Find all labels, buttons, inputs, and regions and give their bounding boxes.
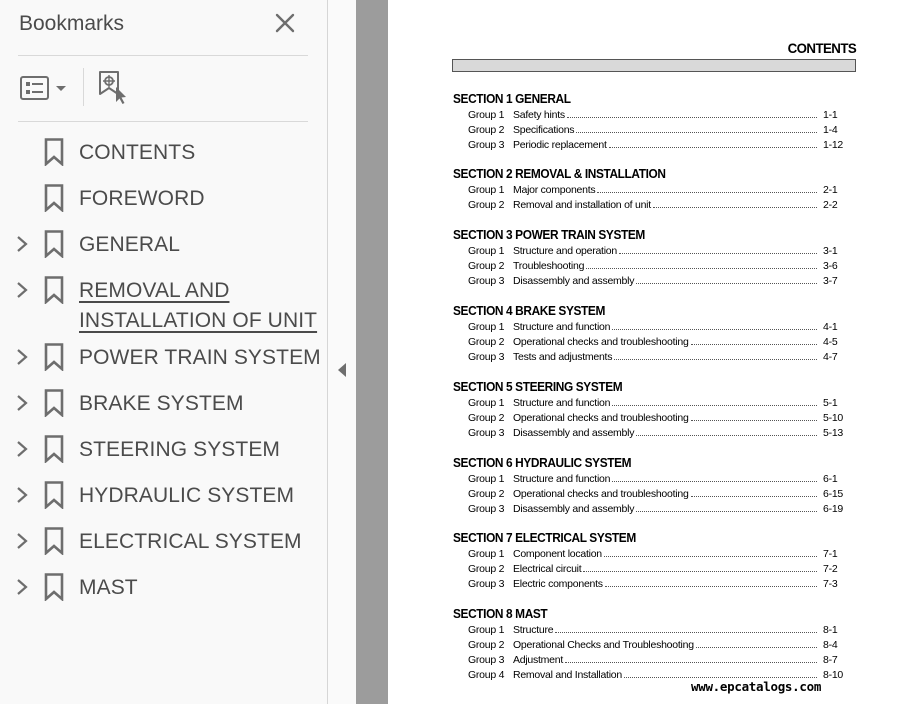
group-name: Disassembly and assembly <box>513 502 635 515</box>
bookmark-label: MAST <box>79 576 138 599</box>
page-number: 7-3 <box>823 577 838 590</box>
toc-entry[interactable] <box>453 122 857 137</box>
toc-entry[interactable] <box>453 425 857 440</box>
bookmark-contents[interactable] <box>0 129 328 175</box>
panel-title: Bookmarks <box>19 12 125 35</box>
dot-leader <box>619 253 817 254</box>
dot-leader <box>691 496 817 497</box>
group-name: Removal and installation of unit <box>513 198 651 211</box>
group-number: Group 3 <box>468 502 505 515</box>
toc-entry[interactable] <box>453 501 857 516</box>
group-number: Group 4 <box>468 668 505 681</box>
page-number: 2-1 <box>823 183 838 196</box>
list-options-icon <box>18 72 72 104</box>
dot-leader <box>597 192 817 193</box>
toc-entry[interactable] <box>453 637 857 652</box>
toc-entry[interactable] <box>453 652 857 667</box>
bookmark-icon <box>44 230 64 258</box>
bookmark-label: CONTENTS <box>79 141 196 164</box>
bookmark-options-button[interactable] <box>18 72 72 104</box>
toc-entry[interactable] <box>453 197 857 212</box>
group-number: Group 1 <box>468 623 505 636</box>
dot-leader <box>636 435 817 436</box>
group-name: Disassembly and assembly <box>513 274 635 287</box>
group-name: Major components <box>513 183 596 196</box>
chevron-right-icon[interactable] <box>14 280 30 300</box>
group-name: Operational checks and troubleshooting <box>513 487 689 500</box>
section-title: SECTION 6 HYDRAULIC SYSTEM <box>453 456 632 470</box>
section-title: SECTION 4 BRAKE SYSTEM <box>453 304 605 318</box>
bookmark-icon <box>44 573 64 601</box>
bookmark-foreword[interactable] <box>0 175 328 221</box>
document-page <box>388 0 904 704</box>
dot-leader <box>653 207 817 208</box>
section-title: SECTION 5 STEERING SYSTEM <box>453 380 623 394</box>
group-name: Periodic replacement <box>513 138 607 151</box>
toc-section <box>453 379 857 440</box>
toc-entry[interactable] <box>453 107 857 122</box>
dot-leader <box>576 132 817 133</box>
bookmark-mast[interactable] <box>0 564 328 610</box>
page-number: 1-1 <box>823 108 838 121</box>
group-name: Component location <box>513 547 602 560</box>
group-name: Structure and function <box>513 472 611 485</box>
chevron-right-icon[interactable] <box>14 439 30 459</box>
group-number: Group 3 <box>468 350 505 363</box>
panel-divider <box>18 121 308 122</box>
dot-leader <box>605 586 817 587</box>
toc-section <box>453 91 857 152</box>
page-number: 4-1 <box>823 320 838 333</box>
page-number: 8-4 <box>823 638 838 651</box>
group-number: Group 1 <box>468 108 505 121</box>
group-name: Operational checks and troubleshooting <box>513 335 689 348</box>
bookmark-label: POWER TRAIN SYSTEM <box>79 346 321 369</box>
bookmark-icon <box>44 435 64 463</box>
panel-divider <box>18 55 308 56</box>
toc-entry[interactable] <box>453 273 857 288</box>
dot-leader <box>612 329 817 330</box>
toc-entry[interactable] <box>453 410 857 425</box>
dot-leader <box>696 647 817 648</box>
group-number: Group 3 <box>468 274 505 287</box>
bookmark-power-train-system[interactable] <box>0 334 328 380</box>
dot-leader <box>691 420 817 421</box>
dot-leader <box>567 117 817 118</box>
page-number: 6-15 <box>823 487 844 500</box>
page-number: 7-1 <box>823 547 838 560</box>
toc-entry[interactable] <box>453 576 857 591</box>
toc-entry[interactable] <box>453 334 857 349</box>
group-name: Adjustment <box>513 653 564 666</box>
toc-section <box>453 606 857 682</box>
bookmark-steering-system[interactable] <box>0 426 328 472</box>
group-name: Specifications <box>513 123 575 136</box>
dot-leader <box>565 662 817 663</box>
group-number: Group 1 <box>468 244 505 257</box>
toc-section <box>453 166 857 212</box>
page-number: 5-10 <box>823 411 844 424</box>
group-number: Group 2 <box>468 123 505 136</box>
section-title: SECTION 2 REMOVAL & INSTALLATION <box>453 167 666 181</box>
section-title: SECTION 1 GENERAL <box>453 92 571 106</box>
dot-leader <box>583 571 817 572</box>
page-number: 3-7 <box>823 274 838 287</box>
close-panel-button[interactable] <box>272 10 298 36</box>
toc-entry[interactable] <box>453 349 857 364</box>
bookmark-electrical-system[interactable] <box>0 518 328 564</box>
group-number: Group 2 <box>468 335 505 348</box>
bookmark-label: STEERING SYSTEM <box>79 438 281 461</box>
toc-entry[interactable] <box>453 486 857 501</box>
page-number: 1-4 <box>823 123 838 136</box>
toc-entry[interactable] <box>453 137 857 152</box>
group-number: Group 2 <box>468 411 505 424</box>
collapse-panel-icon[interactable] <box>336 361 348 379</box>
group-number: Group 1 <box>468 320 505 333</box>
group-number: Group 2 <box>468 259 505 272</box>
chevron-right-icon[interactable] <box>14 234 30 254</box>
page-number: 4-5 <box>823 335 838 348</box>
group-number: Group 3 <box>468 426 505 439</box>
group-name: Structure and function <box>513 396 611 409</box>
bookmark-list <box>0 129 328 610</box>
group-number: Group 2 <box>468 638 505 651</box>
page-number: 8-1 <box>823 623 838 636</box>
add-bookmark-icon <box>96 70 132 106</box>
group-number: Group 1 <box>468 547 505 560</box>
dot-leader <box>604 556 817 557</box>
group-number: Group 3 <box>468 653 505 666</box>
page-number: 8-10 <box>823 668 844 681</box>
panel-splitter[interactable] <box>328 0 356 704</box>
group-name: Tests and adjustments <box>513 350 613 363</box>
group-number: Group 3 <box>468 577 505 590</box>
section-title: SECTION 8 MAST <box>453 607 548 621</box>
group-name: Disassembly and assembly <box>513 426 635 439</box>
toc-section <box>453 227 857 288</box>
toc-entry[interactable] <box>453 395 857 410</box>
toc-entry[interactable] <box>453 243 857 258</box>
bookmark-icon <box>44 343 64 371</box>
toc-entry[interactable] <box>453 319 857 334</box>
group-name: Structure and operation <box>513 244 617 257</box>
toc-section <box>453 303 857 364</box>
dot-leader <box>586 268 817 269</box>
bookmark-icon <box>44 481 64 509</box>
page-number: 1-12 <box>823 138 844 151</box>
dot-leader <box>612 481 817 482</box>
bookmark-label: GENERAL <box>79 233 181 256</box>
toc-entry[interactable] <box>453 471 857 486</box>
chevron-right-icon[interactable] <box>14 393 30 413</box>
toolbar-divider <box>83 68 84 106</box>
bookmark-icon <box>44 138 64 166</box>
section-title: SECTION 7 ELECTRICAL SYSTEM <box>453 531 636 545</box>
group-name: Safety hints <box>513 108 565 121</box>
dot-leader <box>636 511 817 512</box>
bookmark-label: BRAKE SYSTEM <box>79 392 244 415</box>
page-number: 4-7 <box>823 350 838 363</box>
chevron-right-icon[interactable] <box>14 577 30 597</box>
document-heading: CONTENTS <box>787 40 856 56</box>
page-number: 2-2 <box>823 198 838 211</box>
group-number: Group 1 <box>468 396 505 409</box>
page-number: 3-6 <box>823 259 838 272</box>
toc-entry[interactable] <box>453 258 857 273</box>
dot-leader <box>555 632 817 633</box>
group-name: Operational Checks and Troubleshooting <box>513 638 694 651</box>
bookmark-hydraulic-system[interactable] <box>0 472 328 518</box>
group-number: Group 1 <box>468 472 505 485</box>
document-gutter <box>356 0 388 704</box>
group-number: Group 2 <box>468 487 505 500</box>
heading-bar <box>452 59 856 72</box>
bookmark-icon <box>44 184 64 212</box>
bookmark-icon <box>44 389 64 417</box>
section-title: SECTION 3 POWER TRAIN SYSTEM <box>453 228 645 242</box>
dot-leader <box>612 405 817 406</box>
group-name: Operational checks and troubleshooting <box>513 411 689 424</box>
chevron-right-icon[interactable] <box>14 485 30 505</box>
group-name: Structure and function <box>513 320 611 333</box>
page-number: 7-2 <box>823 562 838 575</box>
bookmark-icon <box>44 276 64 304</box>
page-number: 6-19 <box>823 502 844 515</box>
close-icon <box>272 10 298 36</box>
group-number: Group 2 <box>468 198 505 211</box>
bookmark-label-line2: INSTALLATION OF UNIT <box>79 309 318 332</box>
bookmark-general[interactable] <box>0 221 328 267</box>
dot-leader <box>624 677 817 678</box>
page-number: 5-13 <box>823 426 844 439</box>
group-name: Structure <box>513 623 554 636</box>
toc-entry[interactable] <box>453 561 857 576</box>
dot-leader <box>691 344 817 345</box>
chevron-right-icon[interactable] <box>14 531 30 551</box>
page-number: 5-1 <box>823 396 838 409</box>
group-name: Electric components <box>513 577 603 590</box>
chevron-down-icon <box>56 86 66 91</box>
bookmark-label: FOREWORD <box>79 187 205 210</box>
page-number: 8-7 <box>823 653 838 666</box>
group-number: Group 3 <box>468 138 505 151</box>
toc-entry[interactable] <box>453 622 857 637</box>
page-number: 3-1 <box>823 244 838 257</box>
add-bookmark-button[interactable] <box>96 70 132 106</box>
bookmarks-panel <box>0 0 328 704</box>
group-name: Electrical circuit <box>513 562 582 575</box>
chevron-right-icon[interactable] <box>14 347 30 367</box>
group-name: Troubleshooting <box>513 259 585 272</box>
bookmark-label: HYDRAULIC SYSTEM <box>79 484 295 507</box>
bookmark-icon <box>44 527 64 555</box>
toc-entry[interactable] <box>453 182 857 197</box>
toc-entry[interactable] <box>453 546 857 561</box>
bookmark-label: ELECTRICAL SYSTEM <box>79 530 302 553</box>
toc-section <box>453 530 857 591</box>
toc-section <box>453 455 857 516</box>
bookmark-brake-system[interactable] <box>0 380 328 426</box>
bookmark-label-line1: REMOVAL AND <box>79 279 230 302</box>
page-number: 6-1 <box>823 472 838 485</box>
group-name: Removal and Installation <box>513 668 622 681</box>
dot-leader <box>636 283 817 284</box>
dot-leader <box>609 147 817 148</box>
watermark-text: www.epcatalogs.com <box>691 679 822 694</box>
bookmark-removal-and-installation[interactable] <box>0 267 328 334</box>
group-number: Group 2 <box>468 562 505 575</box>
group-number: Group 1 <box>468 183 505 196</box>
dot-leader <box>614 359 817 360</box>
